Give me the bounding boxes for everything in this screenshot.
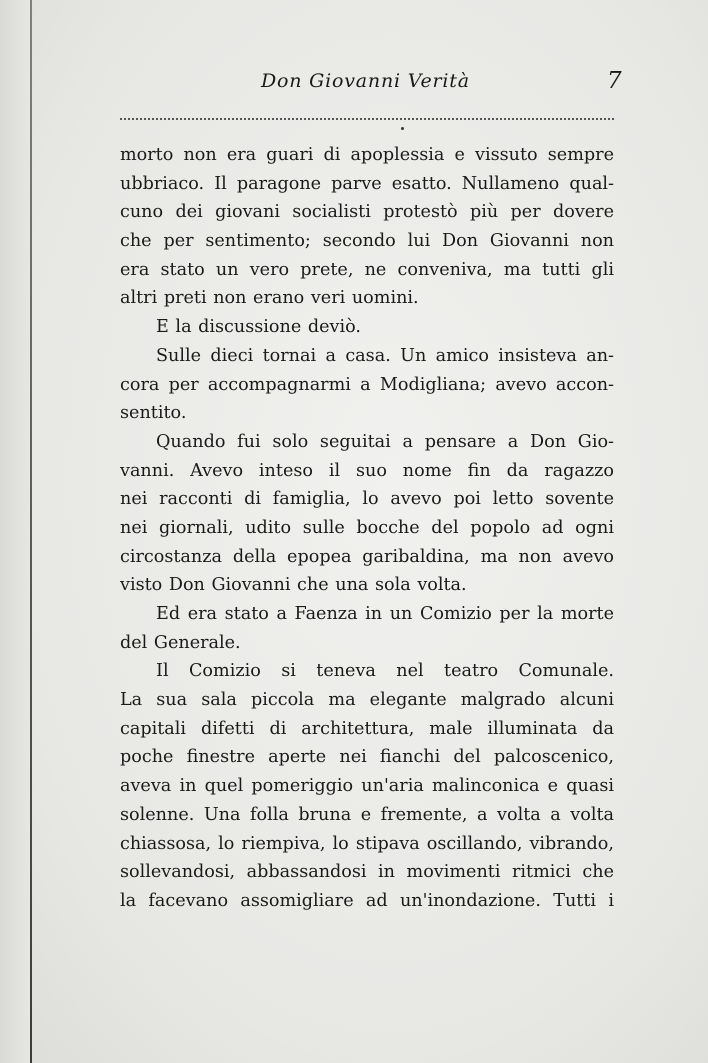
text-line: La sua sala piccola ma elegante malgrado alcuni xyxy=(120,690,614,711)
text-line: la facevano assomigliare ad un'inondazione. Tutti i xyxy=(120,890,614,911)
text-line: vanni. Avevo inteso il suo nome fin da ragazzo xyxy=(120,460,614,481)
text-line: nei racconti di famiglia, lo avevo poi letto sovente xyxy=(120,489,614,510)
text-line: chiassosa, lo riempiva, lo stipava oscillando, vibrando, xyxy=(120,833,614,854)
text-line: Sulle dieci tornai a casa. Un amico insisteva an- xyxy=(156,345,614,366)
text-line: era stato un vero prete, ne conveniva, ma tutti gli xyxy=(120,259,614,280)
ink-speck xyxy=(401,127,404,130)
page-number: 7 xyxy=(607,68,622,94)
running-title: Don Giovanni Verità xyxy=(261,70,470,92)
binding-shadow xyxy=(0,0,30,1063)
text-line: del Generale. xyxy=(120,632,241,653)
text-line: capitali difetti di architettura, male illuminata da xyxy=(120,718,614,739)
text-line: ubbriaco. Il paragone parve esatto. Nullameno qual- xyxy=(120,173,614,194)
text-line: altri preti non erano veri uomini. xyxy=(120,288,419,309)
text-line: Quando fui solo seguitai a pensare a Don Gio- xyxy=(156,431,614,452)
text-line: E la discussione deviò. xyxy=(156,317,361,338)
header-dotted-rule xyxy=(120,118,614,120)
text-line: morto non era guari di apoplessia e vissuto sempre xyxy=(120,145,614,165)
text-line: circostanza della epopea garibaldina, ma non avevo xyxy=(120,546,614,567)
body-text xyxy=(120,141,614,916)
text-line: Il Comizio si teneva nel teatro Comunale. xyxy=(156,661,614,682)
text-line: poche finestre aperte nei fianchi del palcoscenico, xyxy=(120,747,614,768)
text-line: sentito. xyxy=(120,403,187,424)
text-line: aveva in quel pomeriggio un'aria malinconica e quasi xyxy=(120,776,614,797)
text-line: cora per accompagnarmi a Modigliana; avevo accon- xyxy=(120,374,614,395)
running-head xyxy=(120,66,620,106)
text-line: sollevandosi, abbassandosi in movimenti ritmici che xyxy=(120,862,614,883)
text-line: visto Don Giovanni che una sola volta. xyxy=(120,575,467,596)
text-line: Ed era stato a Faenza in un Comizio per la morte xyxy=(156,604,614,624)
binding-edge xyxy=(30,0,32,1063)
text-line: che per sentimento; secondo lui Don Giovanni non xyxy=(120,231,614,252)
text-line: nei giornali, udito sulle bocche del popolo ad ogni xyxy=(120,517,614,538)
text-line: cuno dei giovani socialisti protestò più per dovere xyxy=(120,202,614,223)
text-line: solenne. Una folla bruna e fremente, a volta a volta xyxy=(120,804,614,825)
